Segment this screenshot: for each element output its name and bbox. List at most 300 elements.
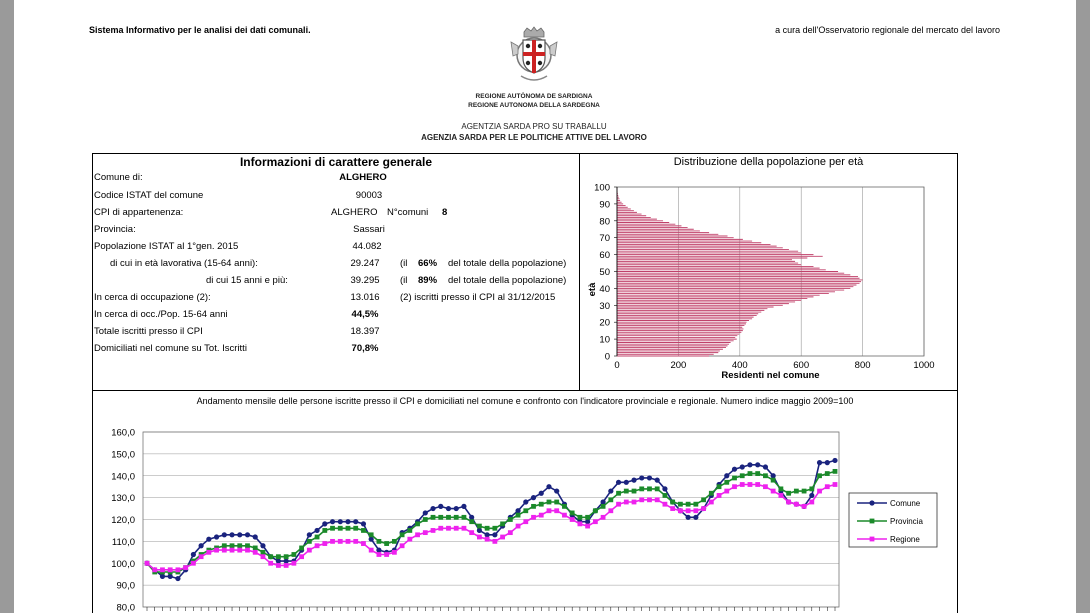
pyramid-y-tick: 70 (599, 233, 610, 245)
working-age-value: 29.247 (350, 258, 380, 269)
trend-point-provincia (763, 473, 768, 478)
trend-point-provincia (469, 519, 474, 524)
trend-point-comune (438, 504, 443, 509)
istat-code-label: Codice ISTAT del comune (94, 190, 204, 201)
trend-point-comune (825, 460, 830, 465)
working-age-pct: 66% (418, 258, 438, 269)
trend-point-regione (701, 506, 706, 511)
trend-point-comune (624, 480, 629, 485)
trend-point-regione (361, 541, 366, 546)
trend-point-provincia (346, 526, 351, 531)
cpi-label: CPI di appartenenza: (94, 207, 184, 218)
trend-y-tick: 160,0 (111, 427, 135, 439)
trend-point-comune (175, 576, 180, 581)
pyramid-y-tick: 80 (599, 216, 610, 228)
pyramid-y-tick: 30 (599, 300, 610, 312)
trend-y-tick: 150,0 (111, 449, 135, 461)
cpi-value: ALGHERO (331, 207, 378, 218)
total-registered-value: 18.397 (350, 326, 380, 337)
region-name-sardinian: REGIONE AUTÒNOMA DE SARDIGNA (475, 93, 593, 100)
trend-point-regione (299, 554, 304, 559)
trend-point-provincia (230, 543, 235, 548)
legend-label-comune: Comune (890, 499, 921, 508)
trend-point-regione (145, 561, 150, 566)
trend-point-provincia (670, 500, 675, 505)
trend-point-provincia (608, 497, 613, 502)
monthly-trend-chart (93, 391, 957, 613)
trend-point-regione (392, 550, 397, 555)
trend-y-tick: 140,0 (111, 471, 135, 483)
system-title: Sistema Informativo per le analisi dei dati comunali. (89, 25, 311, 35)
trend-point-comune (647, 475, 652, 480)
trend-point-regione (717, 493, 722, 498)
trend-point-provincia (709, 491, 714, 496)
trend-point-provincia (809, 486, 814, 491)
trend-point-provincia (748, 471, 753, 476)
over15-value: 39.295 (350, 275, 380, 286)
trend-y-tick: 80,0 (116, 602, 135, 613)
pyramid-y-tick: 20 (599, 317, 610, 329)
trend-point-regione (523, 519, 528, 524)
trend-point-comune (284, 558, 289, 563)
trend-point-regione (284, 563, 289, 568)
trend-point-regione (748, 482, 753, 487)
provincia-label: Provincia: (94, 224, 136, 235)
trend-point-provincia (732, 476, 737, 481)
domiciled-label: Domiciliati nel comune su Tot. Iscritti (94, 343, 247, 354)
trend-point-comune (817, 460, 822, 465)
trend-point-regione (647, 497, 652, 502)
trend-point-provincia (616, 491, 621, 496)
trend-point-regione (214, 548, 219, 553)
trend-point-regione (322, 541, 327, 546)
trend-point-regione (191, 561, 196, 566)
trend-point-comune (222, 532, 227, 537)
trend-point-regione (601, 515, 606, 520)
trend-point-regione (755, 482, 760, 487)
trend-point-comune (454, 506, 459, 511)
trend-point-comune (330, 519, 335, 524)
trend-point-comune (662, 486, 667, 491)
trend-point-comune (430, 506, 435, 511)
pyramid-y-tick: 60 (599, 250, 610, 262)
seekers-ratio-label: In cerca di occ./Pop. 15-64 anni (94, 309, 228, 320)
trend-point-provincia (454, 515, 459, 520)
trend-point-comune (214, 534, 219, 539)
trend-point-regione (809, 500, 814, 505)
trend-point-comune (546, 484, 551, 489)
trend-point-comune (469, 515, 474, 520)
population-distribution-panel (579, 153, 958, 391)
trend-point-provincia (338, 526, 343, 531)
legend-label-regione: Regione (890, 535, 920, 544)
trend-point-comune (260, 543, 265, 548)
trend-point-regione (462, 526, 467, 531)
pyramid-y-tick: 10 (599, 334, 610, 346)
trend-point-regione (176, 567, 181, 572)
trend-point-provincia (562, 504, 567, 509)
trend-point-regione (369, 548, 374, 553)
pyramid-x-tick: 200 (670, 360, 687, 371)
trend-point-comune (237, 532, 242, 537)
trend-point-regione (547, 508, 552, 513)
trend-point-provincia (632, 489, 637, 494)
trend-point-comune (531, 495, 536, 500)
trend-y-tick: 90,0 (116, 580, 135, 592)
trend-point-regione (663, 502, 668, 507)
trend-point-regione (400, 543, 405, 548)
agency-name-italian: AGENZIA SARDA PER LE POLITICHE ATTIVE DEL LAVORO (421, 133, 647, 142)
trend-point-provincia (222, 543, 227, 548)
trend-point-regione (469, 530, 474, 535)
trend-point-regione (152, 567, 157, 572)
population-label: Popolazione ISTAT al 1°gen. 2015 (94, 241, 239, 252)
trend-point-comune (771, 473, 776, 478)
trend-line-regione (147, 485, 835, 570)
trend-point-comune (655, 478, 660, 483)
trend-point-provincia (330, 526, 335, 531)
trend-point-provincia (833, 469, 838, 474)
trend-point-regione (446, 526, 451, 531)
trend-point-regione (276, 563, 281, 568)
trend-point-provincia (686, 502, 691, 507)
legend-label-provincia: Provincia (890, 517, 923, 526)
trend-point-provincia (268, 554, 273, 559)
trend-point-provincia (802, 489, 807, 494)
trend-point-regione (655, 497, 660, 502)
trend-point-regione (222, 548, 227, 553)
agency-name-sardinian: AGENTZIA SARDA PRO SU TRABALLU (461, 122, 607, 131)
population-chart-title: Distribuzione della popolazione per età (673, 156, 864, 168)
trend-point-comune (724, 473, 729, 478)
trend-point-provincia (284, 554, 289, 559)
trend-point-provincia (647, 486, 652, 491)
trend-point-comune (446, 506, 451, 511)
trend-point-regione (230, 548, 235, 553)
trend-point-provincia (299, 546, 304, 551)
trend-point-regione (485, 537, 490, 542)
trend-point-provincia (570, 511, 575, 516)
trend-point-provincia (384, 541, 389, 546)
istat-code-value: 90003 (355, 190, 383, 201)
trend-point-regione (670, 506, 675, 511)
trend-point-provincia (717, 484, 722, 489)
trend-point-regione (454, 526, 459, 531)
general-info-panel (92, 153, 580, 391)
provincia-value: Sassari (353, 224, 385, 235)
trend-point-comune (631, 478, 636, 483)
pyramid-x-tick: 400 (731, 360, 748, 371)
trend-point-comune (585, 519, 590, 524)
trend-point-comune (253, 534, 258, 539)
comune-value: ALGHERO (339, 172, 387, 183)
trend-point-provincia (663, 493, 668, 498)
trend-point-regione (346, 539, 351, 544)
legend-marker-regione (870, 537, 875, 542)
trend-point-comune (168, 574, 173, 579)
trend-point-comune (477, 528, 482, 533)
domiciled-value: 70,8% (351, 343, 379, 354)
trend-point-provincia (485, 526, 490, 531)
trend-point-comune (322, 521, 327, 526)
trend-point-regione (632, 500, 637, 505)
trend-point-regione (477, 535, 482, 540)
trend-point-comune (361, 521, 366, 526)
trend-point-regione (585, 524, 590, 529)
trend-point-provincia (724, 480, 729, 485)
trend-point-provincia (392, 539, 397, 544)
trend-point-provincia (377, 539, 382, 544)
trend-point-comune (755, 462, 760, 467)
sardinia-coat-of-arms-icon (503, 26, 565, 88)
trend-point-provincia (593, 508, 598, 513)
trend-point-provincia (438, 515, 443, 520)
trend-point-provincia (315, 535, 320, 540)
trend-point-regione (245, 548, 250, 553)
trend-point-comune (314, 528, 319, 533)
trend-point-provincia (786, 491, 791, 496)
trend-point-regione (531, 515, 536, 520)
trend-point-provincia (639, 486, 644, 491)
over15-note: del totale della popolazione) (448, 275, 567, 286)
trend-point-comune (515, 508, 520, 513)
trend-point-provincia (701, 497, 706, 502)
trend-point-regione (817, 489, 822, 494)
report-page (14, 0, 1076, 613)
trend-point-provincia (492, 526, 497, 531)
trend-point-regione (732, 484, 737, 489)
trend-point-regione (593, 519, 598, 524)
over15-pct: 89% (418, 275, 438, 286)
trend-point-provincia (322, 528, 327, 533)
trend-point-comune (338, 519, 343, 524)
trend-point-regione (577, 521, 582, 526)
trend-point-regione (624, 500, 629, 505)
pyramid-x-tick: 1000 (913, 360, 935, 371)
trend-point-regione (160, 567, 165, 572)
trend-point-comune (616, 480, 621, 485)
trend-point-provincia (415, 521, 420, 526)
trend-point-regione (438, 526, 443, 531)
trend-point-provincia (585, 515, 590, 520)
trend-point-provincia (755, 471, 760, 476)
trend-point-regione (771, 489, 776, 494)
trend-point-regione (206, 550, 211, 555)
trend-point-comune (485, 532, 490, 537)
over15-label: di cui 15 anni e più: (206, 275, 288, 286)
ncomuni-label: N°comuni (387, 207, 429, 218)
pyramid-y-tick: 50 (599, 267, 610, 278)
trend-point-comune (423, 510, 428, 515)
trend-point-comune (492, 532, 497, 537)
trend-point-comune (229, 532, 234, 537)
trend-point-provincia (817, 473, 822, 478)
trend-point-regione (562, 513, 567, 518)
trend-point-regione (693, 508, 698, 513)
monthly-trend-panel (92, 390, 958, 613)
trend-point-regione (709, 500, 714, 505)
legend-marker-comune (869, 500, 874, 505)
trend-point-comune (276, 558, 281, 563)
trend-point-comune (307, 532, 312, 537)
trend-point-comune (639, 475, 644, 480)
trend-point-regione (678, 508, 683, 513)
trend-point-comune (763, 464, 768, 469)
trend-point-comune (353, 519, 358, 524)
trend-point-regione (268, 561, 273, 566)
trend-point-provincia (624, 489, 629, 494)
working-age-note: del totale della popolazione) (448, 258, 567, 269)
trend-point-regione (639, 497, 644, 502)
trend-point-provincia (547, 500, 552, 505)
trend-point-provincia (678, 502, 683, 507)
trend-point-provincia (523, 508, 528, 513)
legend-marker-provincia (870, 519, 875, 524)
trend-point-regione (740, 482, 745, 487)
trend-point-comune (245, 532, 250, 537)
job-seekers-label: In cerca di occupazione (2): (94, 292, 211, 303)
trend-point-comune (461, 504, 466, 509)
pyramid-y-tick: 40 (599, 283, 610, 295)
trend-point-provincia (423, 517, 428, 522)
trend-point-provincia (237, 543, 242, 548)
trend-point-regione (183, 565, 188, 570)
trend-y-tick: 120,0 (111, 515, 135, 526)
trend-point-provincia (516, 513, 521, 518)
trend-y-tick: 100,0 (111, 558, 135, 570)
trend-point-provincia (794, 489, 799, 494)
trend-point-regione (778, 493, 783, 498)
trend-point-comune (740, 464, 745, 469)
trend-point-comune (345, 519, 350, 524)
trend-point-regione (431, 528, 436, 533)
trend-point-comune (809, 493, 814, 498)
trend-point-provincia (369, 532, 374, 537)
trend-point-comune (554, 488, 559, 493)
trend-point-comune (686, 515, 691, 520)
trend-point-provincia (446, 515, 451, 520)
trend-point-regione (353, 539, 358, 544)
trend-point-regione (608, 508, 613, 513)
trend-point-provincia (778, 486, 783, 491)
trend-point-provincia (307, 539, 312, 544)
trend-point-regione (199, 554, 204, 559)
trend-point-regione (384, 552, 389, 557)
trend-point-regione (516, 524, 521, 529)
pyramid-y-label: età (587, 282, 598, 297)
trend-point-regione (500, 535, 505, 540)
trend-point-provincia (400, 532, 405, 537)
trend-point-provincia (407, 528, 412, 533)
trend-y-tick: 110,0 (111, 536, 135, 548)
trend-point-regione (554, 508, 559, 513)
trend-point-regione (794, 502, 799, 507)
trend-point-regione (802, 504, 807, 509)
pyramid-y-tick: 0 (604, 351, 610, 363)
trend-point-regione (377, 552, 382, 557)
trend-point-regione (415, 532, 420, 537)
trend-point-provincia (554, 500, 559, 505)
observatory-credit: a cura dell'Osservatorio regionale del mercato del lavoro (775, 25, 1000, 35)
trend-point-regione (338, 539, 343, 544)
over15-il: (il (400, 275, 408, 286)
trend-point-regione (168, 567, 173, 572)
trend-point-comune (832, 458, 837, 463)
trend-point-provincia (577, 515, 582, 520)
trend-point-provincia (531, 504, 536, 509)
trend-point-comune (539, 491, 544, 496)
trend-point-comune (732, 467, 737, 472)
trend-point-regione (508, 530, 513, 535)
trend-point-provincia (261, 550, 266, 555)
trend-point-regione (616, 502, 621, 507)
trend-point-regione (291, 561, 296, 566)
trend-y-tick: 130,0 (111, 493, 135, 505)
trend-point-regione (833, 482, 838, 487)
trend-point-provincia (539, 502, 544, 507)
trend-point-comune (160, 574, 165, 579)
trend-point-provincia (276, 554, 281, 559)
working-age-label: di cui in età lavorativa (15-64 anni): (110, 258, 258, 269)
job-seekers-note: (2) iscritti presso il CPI al 31/12/2015 (400, 292, 556, 303)
trend-point-provincia (291, 552, 296, 557)
pyramid-x-tick: 600 (793, 360, 810, 371)
job-seekers-value: 13.016 (350, 292, 380, 303)
trend-point-comune (206, 537, 211, 542)
pyramid-x-tick: 800 (854, 360, 871, 371)
pyramid-x-tick: 0 (614, 360, 620, 371)
trend-point-provincia (693, 502, 698, 507)
trend-chart-title: Andamento mensile delle persone iscritte presso il CPI e domiciliati nel comune e confronto con l'indicatore provinciale e regionale. Numero indice maggio 2009=100 (196, 396, 854, 406)
pyramid-x-label: Residenti nel comune (721, 370, 820, 381)
trend-point-comune (191, 552, 196, 557)
total-registered-label: Totale iscritti presso il CPI (94, 326, 203, 337)
trend-point-regione (763, 484, 768, 489)
trend-point-regione (825, 484, 830, 489)
trend-point-provincia (500, 521, 505, 526)
trend-point-regione (307, 548, 312, 553)
pyramid-y-tick: 90 (599, 199, 610, 211)
trend-point-regione (315, 543, 320, 548)
trend-point-regione (686, 508, 691, 513)
trend-point-comune (747, 462, 752, 467)
trend-point-provincia (825, 471, 830, 476)
trend-point-provincia (353, 526, 358, 531)
comune-label: Comune di: (94, 172, 143, 183)
trend-point-regione (253, 550, 258, 555)
trend-point-provincia (477, 524, 482, 529)
population-value: 44.082 (352, 241, 382, 252)
trend-point-provincia (361, 528, 366, 533)
trend-point-provincia (431, 515, 436, 520)
working-age-il: (il (400, 258, 408, 269)
trend-point-regione (539, 513, 544, 518)
trend-point-comune (376, 548, 381, 553)
trend-point-comune (523, 499, 528, 504)
ncomuni-value: 8 (442, 207, 448, 218)
trend-point-provincia (655, 486, 660, 491)
trend-point-provincia (771, 478, 776, 483)
pyramid-y-tick: 100 (594, 182, 610, 194)
trend-point-provincia (740, 473, 745, 478)
trend-point-regione (423, 530, 428, 535)
seekers-ratio-value: 44,5% (351, 309, 379, 320)
trend-point-comune (608, 488, 613, 493)
trend-line-provincia (147, 471, 835, 572)
trend-point-regione (570, 517, 575, 522)
trend-point-regione (261, 554, 266, 559)
trend-point-regione (237, 548, 242, 553)
